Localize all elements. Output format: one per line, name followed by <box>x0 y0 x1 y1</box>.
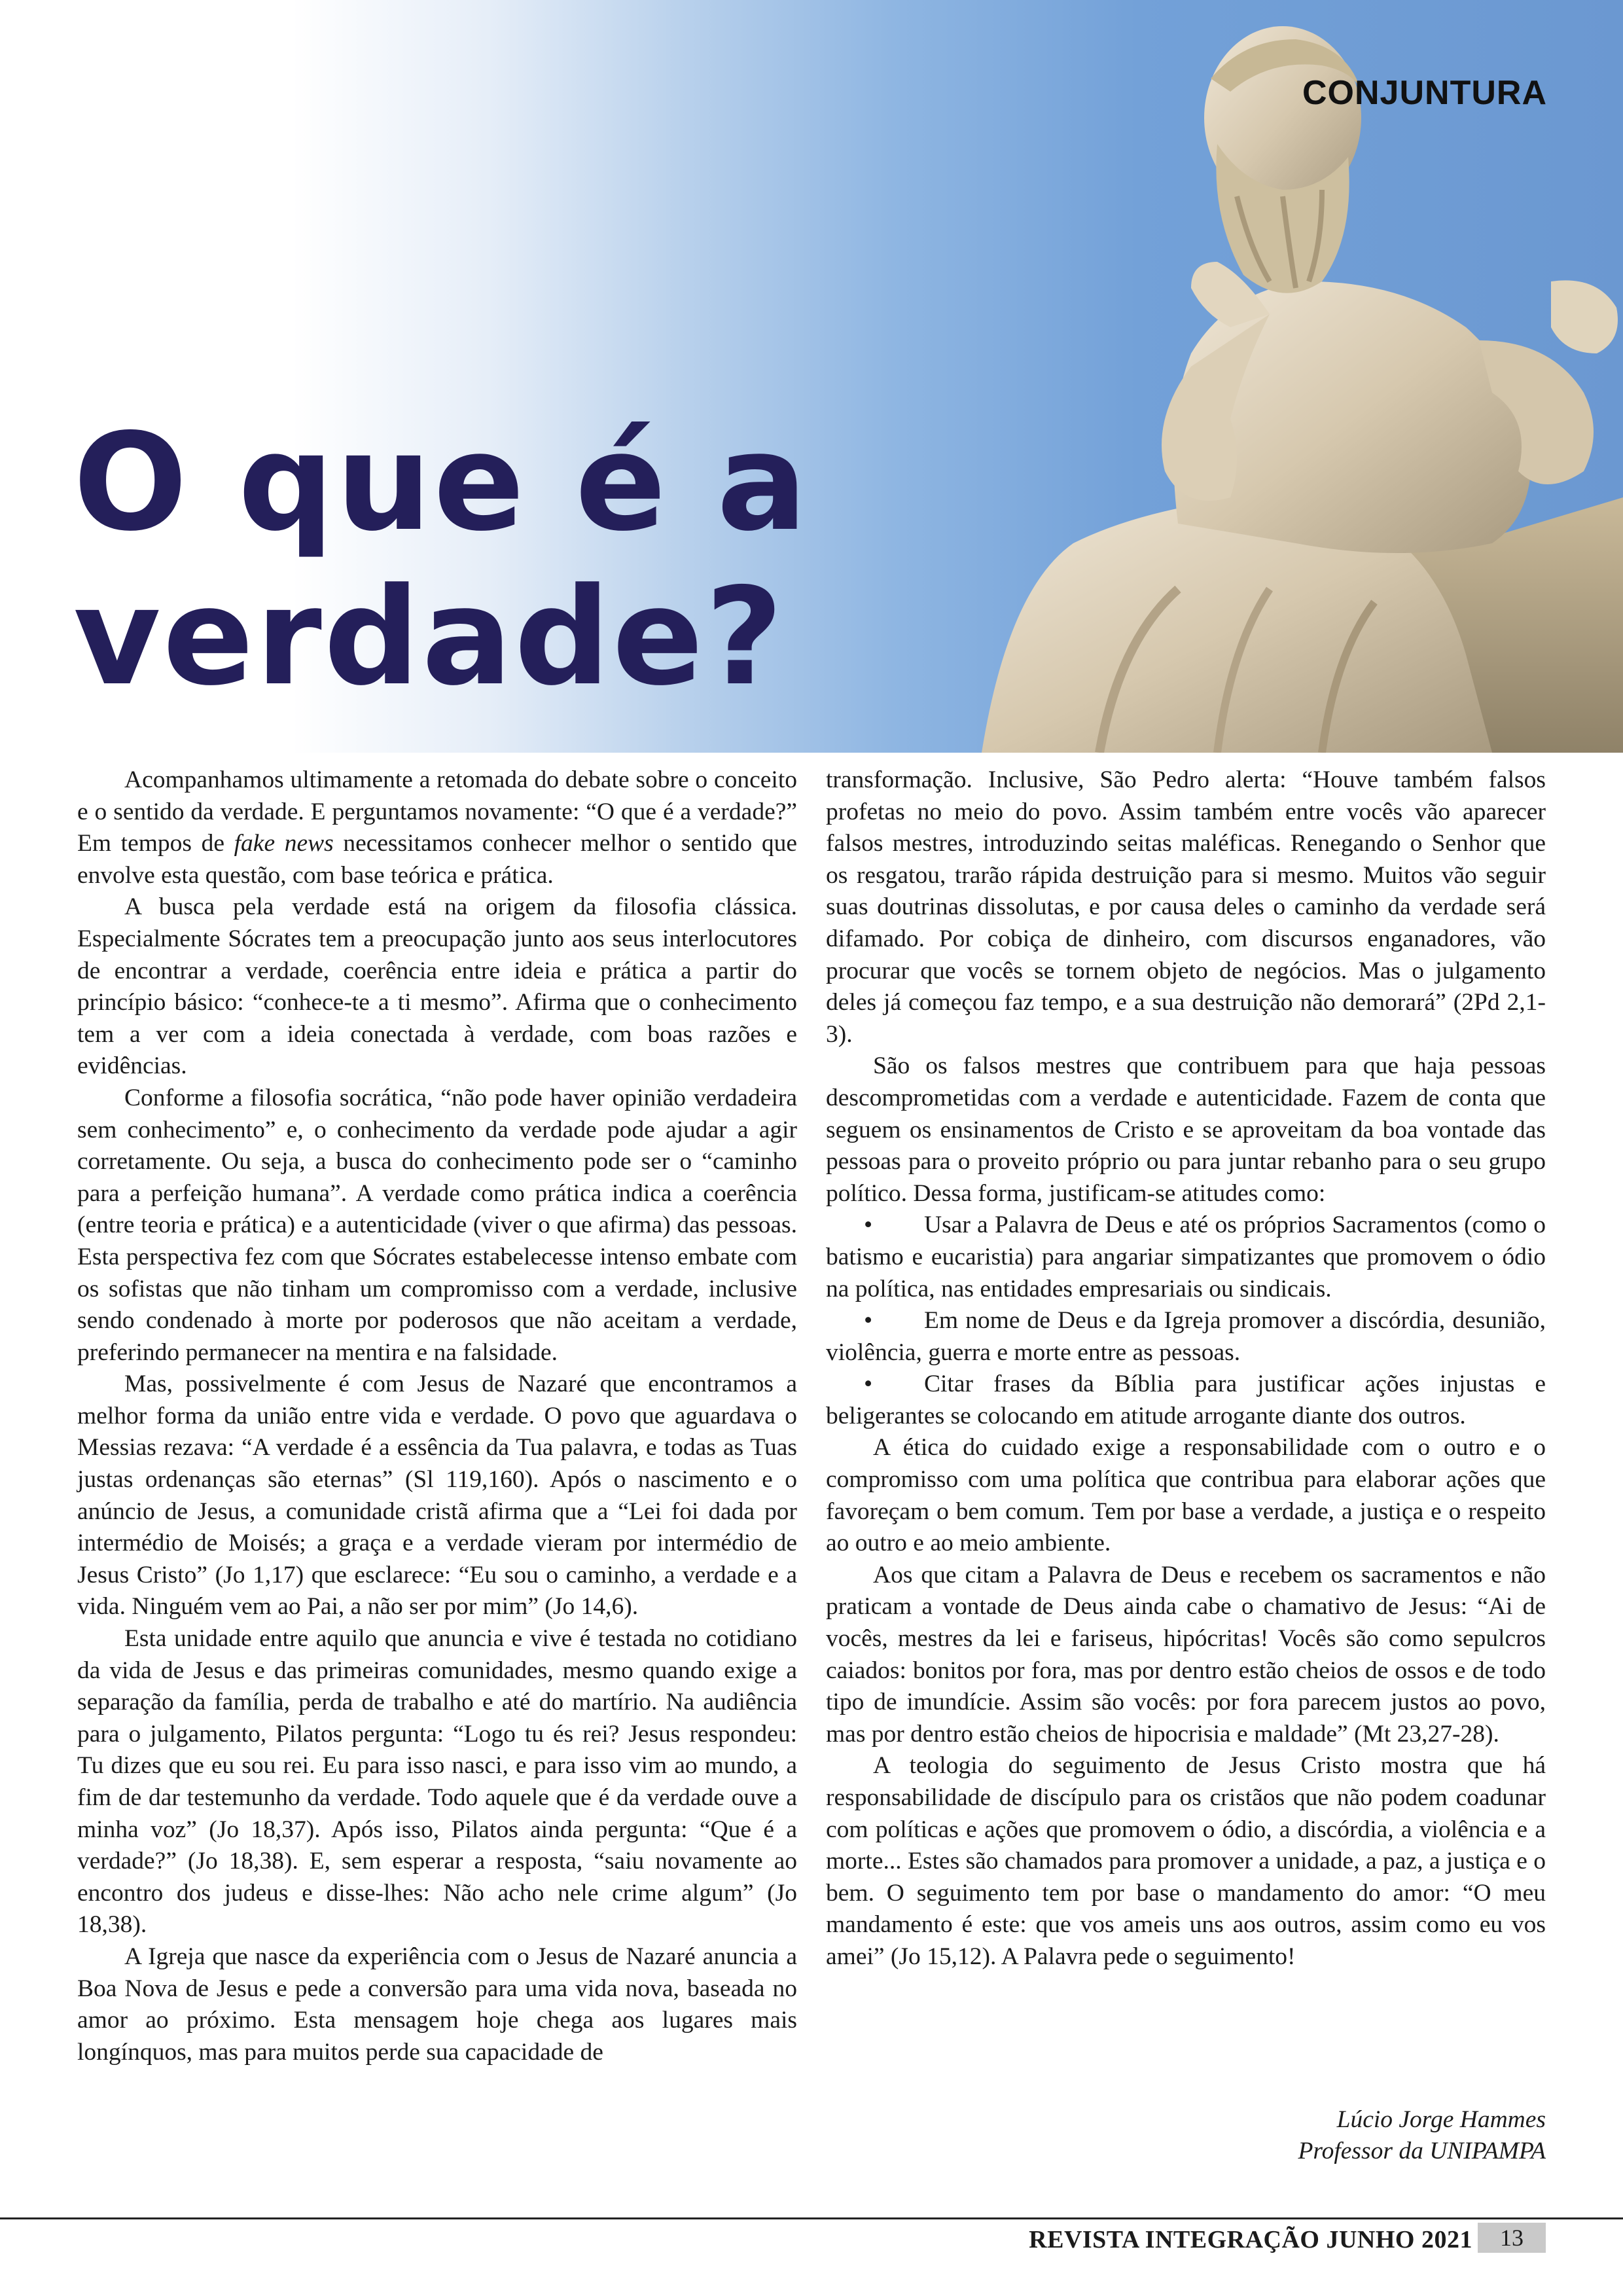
bullet-item <box>826 1305 1546 1369</box>
right-column <box>826 764 1546 1973</box>
bullet-icon: • <box>864 1211 873 1239</box>
bullet-text: Usar a Palavra de Deus e até os próprios Sacramentos (como o batismo e eucaristia) para angariar simpatizantes que promovem o ódio na política, nas entidades empresariais ou sindicais. <box>826 1211 1546 1302</box>
paragraph: A busca pela verdade está na origem da filosofia clássica. Especialmente Sócrates tem a preocupação junto aos seus interlocutores de encontrar a verdade, coerência entre ideia e prática a partir do princípio básico: “conhece-te a ti mesmo”. Afirma que o conhecimento tem a ver com a ideia conectada à verdade, com boas razões e evidências. <box>77 893 797 1080</box>
socrates-statue-image <box>903 0 1623 753</box>
footer-divider <box>0 2217 1623 2219</box>
emphasis-text: fake news <box>234 830 334 857</box>
paragraph: Acompanhamos ultimamente a retomada do debate sobre o conceito e o sentido da verdade. E perguntamos novamente: “O que é a verdade?” Em tempos de fake news necessitamos conhecer melhor o sentido que envolve esta questão, com base teórica e prática. <box>77 766 798 889</box>
paragraph: A Igreja que nasce da experiência com o Jesus de Nazaré anuncia a Boa Nova de Jesus e pede a conversão para uma vida nova, baseada no amor ao próximo. Esta mensagem hoje chega aos lugares mais longínquos, mas para muitos perde sua capacidade de <box>77 1943 797 2066</box>
author-role: Professor da UNIPAMPA <box>1298 2138 1546 2164</box>
paragraph: Aos que citam a Palavra de Deus e recebem os sacramentos e não praticam a vontade de Deus ainda cabe o chamativo de Jesus: “Ai de vocês, mestres da lei e fariseus, hipócritas! Vocês são como sepulcros caiados: bonitos por fora, mas por dentro estão cheios de ossos e de todo tipo de imundície. Assim são vocês: por fora parecem justos ao povo, mas por dentro estão cheios de hipocrisia e maldade” (Mt 23,27-28). <box>826 1561 1546 1748</box>
bullet-icon: • <box>864 1307 873 1335</box>
paragraph: Esta unidade entre aquilo que anuncia e vive é testada no cotidiano da vida de Jesus e das primeiras comunidades, mesmo quando exige a separação da família, perda de trabalho e até do martírio. Na audiência para o julgamento, Pilatos pergunta: “Logo tu és rei? Jesus respondeu: Tu dizes que eu sou rei. Eu para isso nasci, e para isso vim ao mundo, a fim de dar testemunho da verdade. Todo aquele que é da verdade ouve a minha voz” (Jo 18,37). Após isso, Pilatos ainda pergunta: “Que é a verdade?” (Jo 18,38). E, sem esperar a resposta, “saiu novamente ao encontro dos judeus e disse-lhes: Não acho nele crime algum” (Jo 18,38). <box>77 1625 797 1939</box>
article-title <box>73 406 924 715</box>
paragraph: transformação. Inclusive, São Pedro alerta: “Houve também falsos profetas no meio do povo. Assim também entre vocês vão aparecer falsos mestres, introduzindo seitas maléficas. Renegando o Senhor que os resgatou, trarão rápida destruição para si mesmo. Muitos vão seguir suas doutrinas dissolutas, e por causa deles o caminho da verdade será difamado. Por cobiça de dinheiro, com discursos enganadores, vão procurar que vocês se tornem objeto de negócios. Mas o julgamento deles já começou faz tempo, e a sua destruição não demorará” (2Pd 2,1-3). <box>826 766 1546 1048</box>
title-line-2: verdade? <box>73 560 785 715</box>
bullet-item <box>826 1210 1546 1305</box>
bullet-item <box>826 1369 1546 1432</box>
author-signature <box>1298 2104 1546 2167</box>
left-column <box>77 764 797 2068</box>
paragraph: Conforme a filosofia socrática, “não pode haver opinião verdadeira sem conhecimento” e, o conhecimento da verdade pode ajudar a agir corretamente. Ou seja, a busca do conhecimento pode ser o “caminho para a perfeição humana”. A verdade como prática indica a coerência (entre teoria e prática) e a autenticidade (viver o que afirma) das pessoas. Esta perspectiva fez com que Sócrates estabelecesse intenso embate com os sofistas que não tinham um compromisso com a verdade, inclusive sendo condenado à morte por poderosos que não aceitam a verdade, preferindo permanecer na mentira e na falsidade. <box>77 1084 797 1366</box>
bullet-text: Citar frases da Bíblia para justificar ações injustas e beligerantes se colocando em atitude arrogante diante dos outros. <box>826 1371 1546 1429</box>
publication-footer: REVISTA INTEGRAÇÃO JUNHO 2021 <box>1029 2226 1472 2253</box>
bullet-text: Em nome de Deus e da Igreja promover a discórdia, desunião, violência, guerra e morte entre as pessoas. <box>826 1307 1546 1366</box>
paragraph: A teologia do seguimento de Jesus Cristo mostra que há responsabilidade de discípulo para os cristãos que não podem coadunar com políticas e ações que promovem o ódio, a discórdia, a violência e a morte... Estes são chamados para promover a unidade, a paz, a justiça e o bem. O seguimento tem por base o mandamento do amor: “O meu mandamento é este: que vos ameis uns aos outros, assim como eu vos amei” (Jo 15,12). A Palavra pede o seguimento! <box>826 1752 1546 1970</box>
paragraph: São os falsos mestres que contribuem para que haja pessoas descomprometidas com a verdade e autenticidade. Fazem de conta que seguem os ensinamentos de Cristo e se aproveitam da boa vontade das pessoas para o proveito próprio ou para juntar rebanho para o seu grupo político. Dessa forma, justificam-se atitudes como: <box>826 1052 1546 1207</box>
page-number: 13 <box>1478 2223 1546 2253</box>
paragraph: A ética do cuidado exige a responsabilidade com o outro e o compromisso com uma política que contribua para elaborar ações que favoreçam o bem comum. Tem por base a verdade, a justiça e o respeito ao outro e ao meio ambiente. <box>826 1434 1546 1557</box>
bullet-icon: • <box>864 1371 873 1398</box>
section-label: CONJUNTURA <box>1302 74 1547 112</box>
author-name: Lúcio Jorge Hammes <box>1336 2106 1546 2133</box>
title-line-1: O que é a <box>73 405 810 561</box>
paragraph: Mas, possivelmente é com Jesus de Nazaré que encontramos a melhor forma da união entre vida e verdade. O povo que aguardava o Messias rezava: “A verdade é a essência da Tua palavra, e todas as Tuas justas ordenanças são eternas” (Sl 119,160). Após o nascimento e o anúncio de Jesus, a comunidade cristã afirma que a “Lei foi dada por intermédio de Moisés; a graça e a verdade vieram por intermédio de Jesus Cristo” (Jo 1,17) que esclarece: “Eu sou o caminho, a verdade e a vida. Ninguém vem ao Pai, a não ser por mim” (Jo 14,6). <box>77 1371 797 1621</box>
